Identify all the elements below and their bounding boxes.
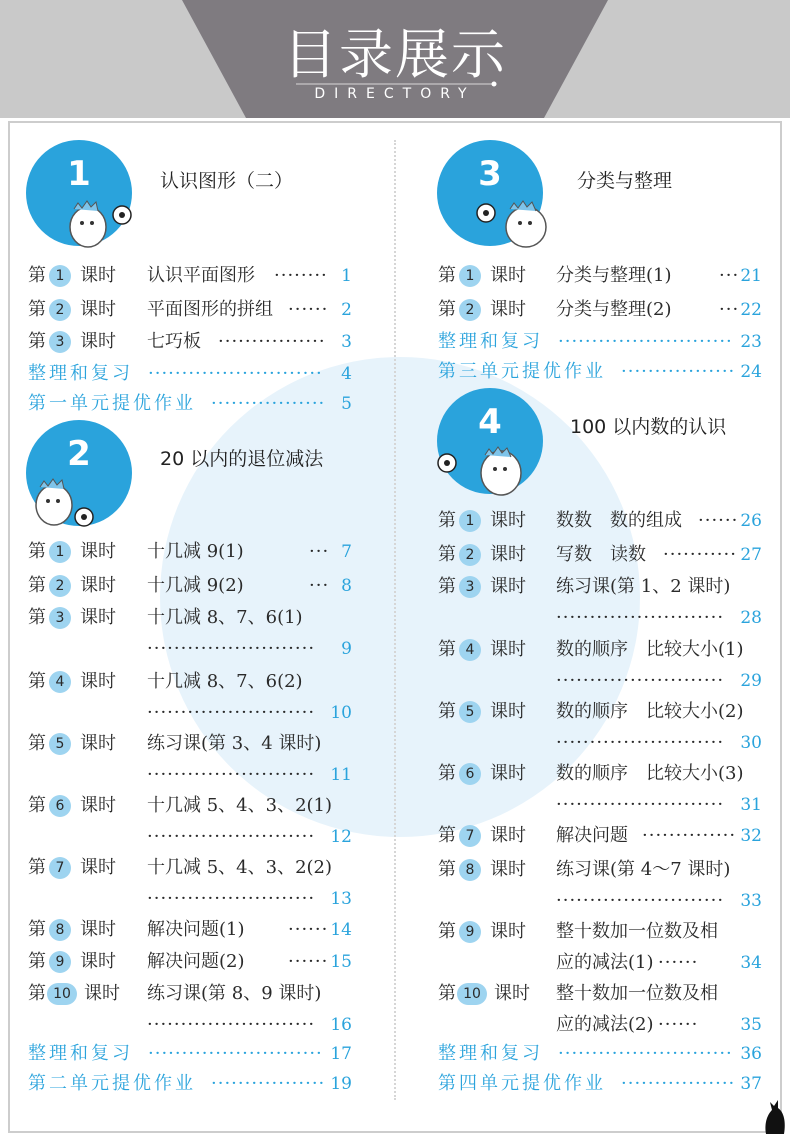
lesson-prefix: 第 bbox=[28, 983, 46, 1004]
leader-dots: ························· bbox=[147, 702, 316, 723]
lesson-suffix: 课时 bbox=[80, 299, 116, 320]
lesson-prefix: 第 bbox=[438, 639, 456, 660]
toc-lesson-row[interactable] bbox=[0, 822, 790, 850]
leader-dots: ······ bbox=[288, 919, 329, 940]
leader-dots: ················· bbox=[211, 1073, 326, 1094]
entry-title: 写数 读数 bbox=[556, 544, 646, 565]
page-number: 19 bbox=[330, 1074, 352, 1094]
page-number: 9 bbox=[341, 639, 352, 659]
lesson-number-badge: 10 bbox=[47, 983, 77, 1005]
page-number: 29 bbox=[740, 671, 762, 691]
page-number: 28 bbox=[740, 608, 762, 628]
lesson-number-badge: 5 bbox=[49, 733, 71, 755]
entry-title: 分类与整理(1) bbox=[556, 265, 672, 286]
lesson-suffix: 课时 bbox=[490, 544, 526, 565]
page-number: 30 bbox=[740, 733, 762, 753]
lesson-suffix: 课时 bbox=[80, 733, 116, 754]
leader-dots: ··········· bbox=[663, 544, 737, 565]
page-number: 13 bbox=[330, 889, 352, 909]
lesson-prefix: 第 bbox=[438, 763, 456, 784]
leader-dots: ··· bbox=[309, 575, 330, 596]
leader-dots: ················· bbox=[211, 393, 326, 414]
unit-4-title: 100 以内数的认识 bbox=[570, 416, 727, 438]
lesson-prefix: 第 bbox=[438, 299, 456, 320]
lesson-suffix: 课时 bbox=[80, 331, 116, 352]
lesson-number-badge: 3 bbox=[49, 607, 71, 629]
entry-title: 十几减 8、7、6(2) bbox=[147, 671, 303, 692]
leader-dots: ·························· bbox=[558, 331, 733, 352]
lesson-number-badge: 8 bbox=[459, 859, 481, 881]
page-number: 24 bbox=[740, 362, 762, 382]
mascot-dinosaur-ball-icon bbox=[60, 193, 140, 253]
lesson-prefix: 第 bbox=[28, 733, 46, 754]
lesson-prefix: 第 bbox=[28, 299, 46, 320]
entry-title: 练习课(第 1、2 课时) bbox=[556, 576, 731, 597]
unit-3-title: 分类与整理 bbox=[577, 170, 673, 192]
page-number: 14 bbox=[330, 920, 352, 940]
toc-review-row[interactable] bbox=[0, 1040, 790, 1068]
lesson-number-badge: 2 bbox=[49, 575, 71, 597]
lesson-suffix: 课时 bbox=[80, 671, 116, 692]
lesson-number-badge: 1 bbox=[49, 265, 71, 287]
lesson-number-badge: 7 bbox=[49, 857, 71, 879]
mascot-dinosaur-ball-icon bbox=[435, 443, 535, 503]
leader-dots: ························· bbox=[556, 732, 725, 753]
entry-title: 整理和复习 bbox=[438, 331, 543, 352]
lesson-prefix: 第 bbox=[28, 795, 46, 816]
unit-3-number: 3 bbox=[478, 154, 502, 194]
page-number: 33 bbox=[740, 891, 762, 911]
lesson-number-badge: 9 bbox=[459, 921, 481, 943]
leader-dots: ······ bbox=[698, 510, 739, 531]
leader-dots: ························· bbox=[556, 607, 725, 628]
leader-dots: ························· bbox=[556, 670, 725, 691]
entry-title: 解决问题 bbox=[556, 825, 628, 846]
entry-title: 认识平面图形 bbox=[147, 265, 255, 286]
leader-dots: ·············· bbox=[642, 825, 737, 846]
lesson-prefix: 第 bbox=[438, 825, 456, 846]
entry-title: 十几减 9(2) bbox=[147, 575, 244, 596]
entry-title-line2: 应的减法(1) bbox=[556, 952, 654, 973]
lesson-suffix: 课时 bbox=[490, 921, 526, 942]
page-number: 15 bbox=[330, 952, 352, 972]
lesson-prefix: 第 bbox=[438, 510, 456, 531]
page-number: 7 bbox=[341, 542, 352, 562]
page-number: 8 bbox=[341, 576, 352, 596]
entry-title: 练习课(第 3、4 课时) bbox=[147, 733, 322, 754]
toc-lesson-row[interactable] bbox=[0, 541, 790, 569]
entry-title: 十几减 9(1) bbox=[147, 541, 244, 562]
lesson-suffix: 课时 bbox=[490, 701, 526, 722]
lesson-number-badge: 5 bbox=[459, 701, 481, 723]
page-number: 10 bbox=[330, 703, 352, 723]
leader-dots: ······ bbox=[658, 952, 699, 973]
lesson-number-badge: 3 bbox=[459, 576, 481, 598]
entry-title: 解决问题(1) bbox=[147, 919, 245, 940]
entry-title: 分类与整理(2) bbox=[556, 299, 672, 320]
leader-dots: ··· bbox=[309, 541, 330, 562]
leader-dots: ······ bbox=[658, 1014, 699, 1035]
lesson-number-badge: 3 bbox=[49, 331, 71, 353]
page-number: 31 bbox=[740, 795, 762, 815]
page-number: 11 bbox=[330, 765, 352, 785]
entry-title: 平面图形的拼组 bbox=[147, 299, 273, 320]
lesson-suffix: 课时 bbox=[490, 639, 526, 660]
lesson-prefix: 第 bbox=[438, 859, 456, 880]
page-number: 32 bbox=[740, 826, 762, 846]
lesson-number-badge: 6 bbox=[49, 795, 71, 817]
page-number: 35 bbox=[740, 1015, 762, 1035]
page-number: 4 bbox=[341, 364, 352, 384]
leader-dots: ················· bbox=[621, 1073, 736, 1094]
leader-dots: ························· bbox=[556, 890, 725, 911]
entry-title: 整理和复习 bbox=[28, 363, 133, 384]
lesson-suffix: 课时 bbox=[80, 795, 116, 816]
page-number: 22 bbox=[740, 300, 762, 320]
lesson-number-badge: 1 bbox=[459, 510, 481, 532]
unit-1-number: 1 bbox=[67, 154, 91, 194]
cat-silhouette-icon bbox=[758, 1088, 788, 1134]
entry-title: 七巧板 bbox=[147, 331, 201, 352]
lesson-number-badge: 1 bbox=[459, 265, 481, 287]
leader-dots: ························· bbox=[147, 888, 316, 909]
lesson-suffix: 课时 bbox=[80, 607, 116, 628]
page-number: 1 bbox=[341, 266, 352, 286]
entry-title: 十几减 8、7、6(1) bbox=[147, 607, 303, 628]
page-subtitle: DIRECTORY bbox=[314, 86, 476, 102]
entry-title: 整理和复习 bbox=[28, 1043, 133, 1064]
entry-title: 解决问题(2) bbox=[147, 951, 245, 972]
toc-lesson-row[interactable] bbox=[0, 262, 790, 290]
leader-dots: ························· bbox=[147, 826, 316, 847]
leader-dots: ·························· bbox=[148, 1043, 323, 1064]
lesson-number-badge: 2 bbox=[459, 544, 481, 566]
leader-dots: ························· bbox=[147, 1014, 316, 1035]
entry-title: 第一单元提优作业 bbox=[28, 393, 196, 414]
entry-title: 数的顺序 比较大小(1) bbox=[556, 639, 744, 660]
unit-2-number: 2 bbox=[67, 434, 91, 474]
unit-1-title: 认识图形（二） bbox=[160, 170, 294, 192]
entry-title: 练习课(第 4～7 课时) bbox=[556, 859, 731, 880]
leader-dots: ·························· bbox=[148, 363, 323, 384]
lesson-prefix: 第 bbox=[438, 576, 456, 597]
lesson-number-badge: 6 bbox=[459, 763, 481, 785]
lesson-prefix: 第 bbox=[28, 575, 46, 596]
page-number: 21 bbox=[740, 266, 762, 286]
lesson-suffix: 课时 bbox=[80, 575, 116, 596]
lesson-prefix: 第 bbox=[28, 671, 46, 692]
entry-title: 十几减 5、4、3、2(1) bbox=[147, 795, 333, 816]
lesson-prefix: 第 bbox=[438, 544, 456, 565]
header-bar bbox=[0, 0, 790, 118]
leader-dots: ·························· bbox=[558, 1043, 733, 1064]
lesson-prefix: 第 bbox=[28, 857, 46, 878]
lesson-prefix: 第 bbox=[28, 331, 46, 352]
page-number: 3 bbox=[341, 332, 352, 352]
page-number: 34 bbox=[740, 953, 762, 973]
entry-title: 数的顺序 比较大小(3) bbox=[556, 763, 744, 784]
page-number: 27 bbox=[740, 545, 762, 565]
entry-title: 整十数加一位数及相 bbox=[556, 921, 718, 942]
leader-dots: ················· bbox=[621, 361, 736, 382]
unit-2-title: 20 以内的退位减法 bbox=[160, 448, 324, 470]
lesson-number-badge: 2 bbox=[49, 299, 71, 321]
lesson-prefix: 第 bbox=[438, 921, 456, 942]
lesson-prefix: 第 bbox=[28, 607, 46, 628]
page-number: 37 bbox=[740, 1074, 762, 1094]
lesson-number-badge: 8 bbox=[49, 919, 71, 941]
toc-lesson-row[interactable] bbox=[0, 296, 790, 324]
leader-dots: ························· bbox=[147, 764, 316, 785]
lesson-suffix: 课时 bbox=[80, 919, 116, 940]
page-number: 26 bbox=[740, 511, 762, 531]
entry-title-line2: 应的减法(2) bbox=[556, 1014, 654, 1035]
entry-title: 整十数加一位数及相 bbox=[556, 983, 718, 1004]
entry-title: 第四单元提优作业 bbox=[438, 1073, 606, 1094]
lesson-suffix: 课时 bbox=[494, 983, 530, 1004]
entry-title: 十几减 5、4、3、2(2) bbox=[147, 857, 333, 878]
page-number: 23 bbox=[740, 332, 762, 352]
page-number: 2 bbox=[341, 300, 352, 320]
leader-dots: ··· bbox=[719, 299, 740, 320]
leader-dots: ······ bbox=[288, 951, 329, 972]
lesson-number-badge: 10 bbox=[457, 983, 487, 1005]
lesson-number-badge: 2 bbox=[459, 299, 481, 321]
lesson-suffix: 课时 bbox=[490, 510, 526, 531]
lesson-suffix: 课时 bbox=[80, 541, 116, 562]
lesson-prefix: 第 bbox=[28, 919, 46, 940]
lesson-prefix: 第 bbox=[438, 265, 456, 286]
leader-dots: ························· bbox=[556, 794, 725, 815]
lesson-prefix: 第 bbox=[28, 541, 46, 562]
entry-title: 练习课(第 8、9 课时) bbox=[147, 983, 322, 1004]
toc-review-row[interactable] bbox=[0, 1070, 790, 1098]
page-number: 17 bbox=[330, 1044, 352, 1064]
toc-review-row[interactable] bbox=[0, 328, 790, 356]
leader-dots: ········ bbox=[274, 265, 328, 286]
leader-dots: ······ bbox=[288, 299, 329, 320]
lesson-suffix: 课时 bbox=[490, 265, 526, 286]
lesson-suffix: 课时 bbox=[490, 576, 526, 597]
lesson-suffix: 课时 bbox=[490, 859, 526, 880]
lesson-prefix: 第 bbox=[28, 265, 46, 286]
lesson-suffix: 课时 bbox=[80, 265, 116, 286]
lesson-prefix: 第 bbox=[28, 951, 46, 972]
page-number: 12 bbox=[330, 827, 352, 847]
page-title: 目录展示 bbox=[283, 23, 507, 86]
lesson-suffix: 课时 bbox=[490, 825, 526, 846]
lesson-number-badge: 1 bbox=[49, 541, 71, 563]
lesson-suffix: 课时 bbox=[80, 951, 116, 972]
page-number: 5 bbox=[341, 394, 352, 414]
lesson-prefix: 第 bbox=[438, 983, 456, 1004]
leader-dots: ··· bbox=[719, 265, 740, 286]
page-number: 16 bbox=[330, 1015, 352, 1035]
page-number: 36 bbox=[740, 1044, 762, 1064]
lesson-number-badge: 7 bbox=[459, 825, 481, 847]
lesson-suffix: 课时 bbox=[490, 763, 526, 784]
entry-title: 数的顺序 比较大小(2) bbox=[556, 701, 744, 722]
lesson-suffix: 课时 bbox=[84, 983, 120, 1004]
lesson-number-badge: 4 bbox=[459, 639, 481, 661]
leader-dots: ························· bbox=[147, 638, 316, 659]
unit-4-number: 4 bbox=[478, 402, 502, 442]
lesson-number-badge: 4 bbox=[49, 671, 71, 693]
toc-review-row[interactable] bbox=[0, 390, 790, 418]
mascot-dinosaur-ball-icon bbox=[470, 195, 560, 255]
lesson-prefix: 第 bbox=[438, 701, 456, 722]
lesson-suffix: 课时 bbox=[490, 299, 526, 320]
entry-title: 第二单元提优作业 bbox=[28, 1073, 196, 1094]
entry-title: 数数 数的组成 bbox=[556, 510, 682, 531]
entry-title: 第三单元提优作业 bbox=[438, 361, 606, 382]
entry-title: 整理和复习 bbox=[438, 1043, 543, 1064]
leader-dots: ················ bbox=[218, 331, 326, 352]
toc-review-row[interactable] bbox=[0, 358, 790, 386]
lesson-number-badge: 9 bbox=[49, 951, 71, 973]
toc-lesson-row[interactable] bbox=[0, 507, 790, 535]
lesson-suffix: 课时 bbox=[80, 857, 116, 878]
